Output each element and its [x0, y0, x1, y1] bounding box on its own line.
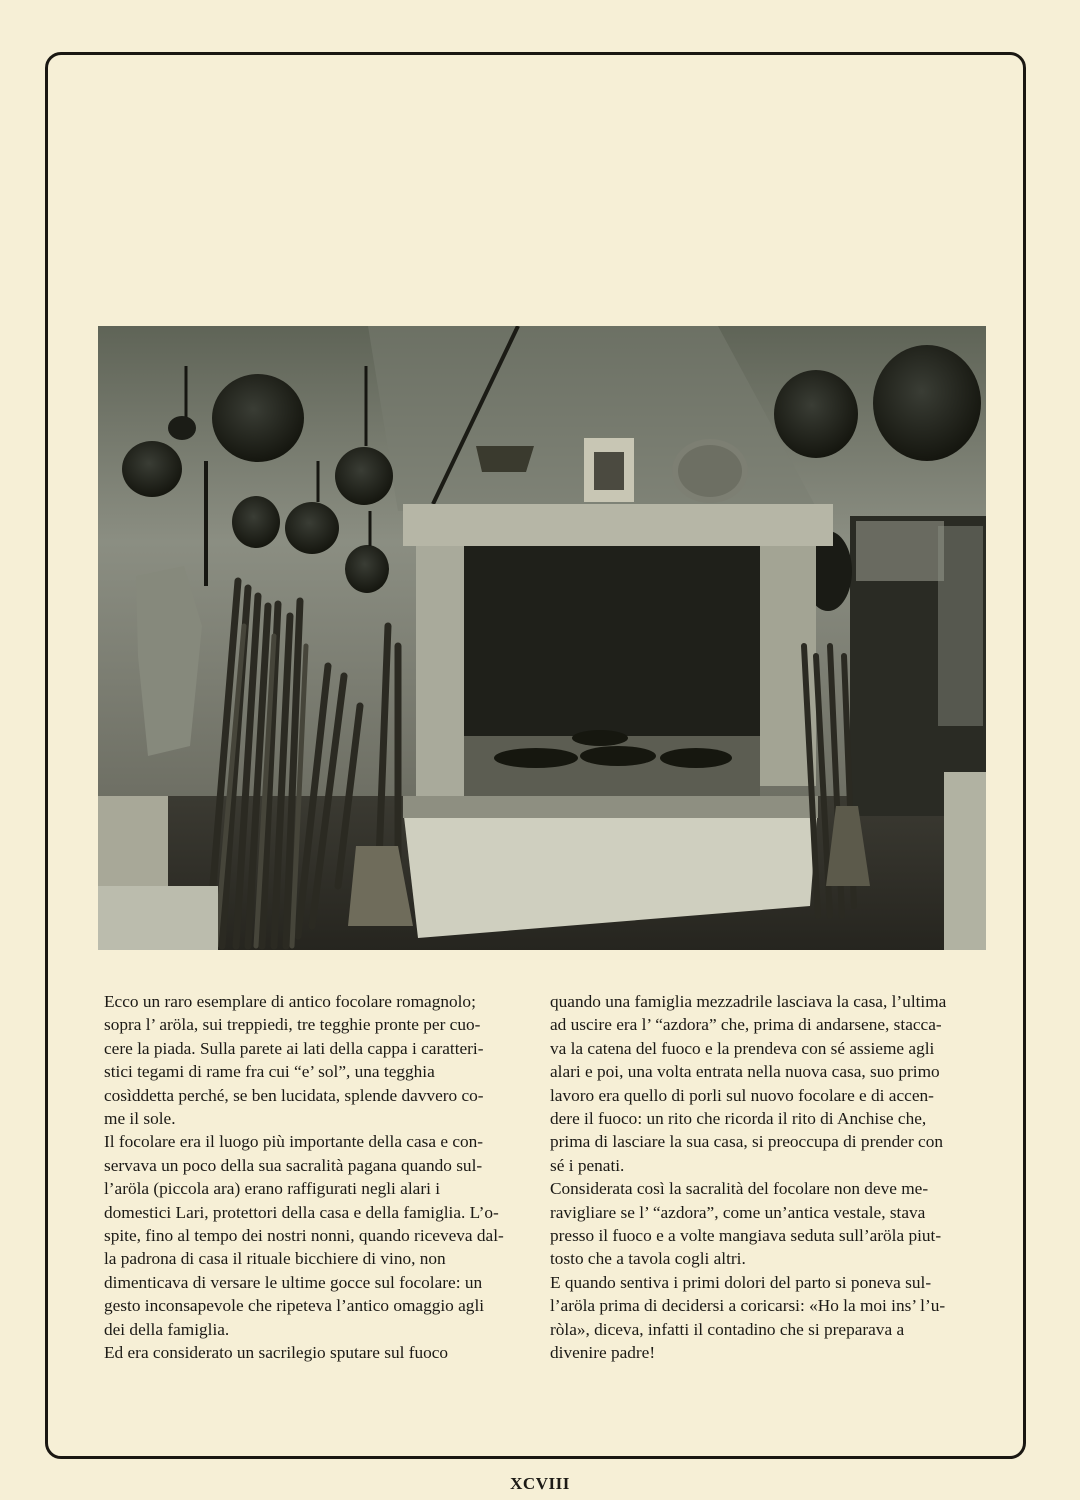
text-line: me il sole. [104, 1109, 176, 1129]
text-line: cere la piada. Sulla parete ai lati della cappa i caratteri- [104, 1038, 484, 1058]
hearth-photo-illustration [98, 326, 986, 950]
text-line: E quando sentiva i primi dolori del parto si poneva sul- [550, 1272, 932, 1292]
text-line: dei della famiglia. [104, 1319, 230, 1339]
text-column-left [104, 990, 529, 1365]
text-line: alari e poi, una volta entrata nella nuova casa, suo primo [550, 1062, 940, 1082]
text-line: l’aröla prima di decidersi a coricarsi: «Ho la moi ins’ l’u- [550, 1296, 946, 1316]
text-line: divenire padre! [550, 1343, 656, 1363]
paragraph [550, 990, 975, 1177]
text-column-right [550, 990, 975, 1365]
text-line: Ecco un raro esemplare di antico focolare romagnolo; [104, 992, 476, 1011]
paragraph [104, 990, 529, 1130]
text-line: servava un poco della sua sacralità pagana quando sul- [104, 1155, 483, 1175]
text-line: domestici Lari, protettori della casa e della famiglia. L’o- [104, 1202, 499, 1222]
text-line: lavoro era quello di porli sul nuovo focolare e di accen- [550, 1085, 934, 1105]
text-line: stici tegami di rame fra cui “e’ sol”, una tegghia [104, 1062, 435, 1082]
text-line: Il focolare era il luogo più importante della casa e con- [104, 1132, 484, 1152]
text-line: cosìddetta perché, se ben lucidata, splende davvero co- [104, 1085, 484, 1105]
text-line: ròla», diceva, infatti il contadino che si preparava a [550, 1319, 905, 1339]
text-line: dimenticava di versare le ultime gocce sul focolare: un [104, 1272, 483, 1292]
paragraph [104, 1341, 529, 1364]
hearth-photo [98, 326, 986, 950]
text-line: prima di lasciare la sua casa, si preoccupa di prender con [550, 1132, 943, 1152]
paragraph [550, 1271, 975, 1365]
text-line: la padrona di casa il rituale bicchiere di vino, non [104, 1249, 446, 1269]
text-line: tosto che a tavola cogli altri. [550, 1249, 746, 1269]
text-line: sé i penati. [550, 1155, 625, 1175]
text-line: gesto inconsapevole che ripeteva l’antico omaggio agli [104, 1296, 485, 1316]
text-line: Considerata così la sacralità del focolare non deve me- [550, 1179, 929, 1199]
text-line: dere il fuoco: un rito che ricorda il rito di Anchise che, [550, 1109, 927, 1129]
text-line: presso il fuoco e a volte mangiava seduta sull’aröla piut- [550, 1226, 942, 1246]
paragraph [104, 1130, 529, 1341]
text-line: quando una famiglia mezzadrile lasciava la casa, l’ultima [550, 992, 947, 1011]
text-line: ad uscire era l’ “azdora” che, prima di andarsene, stacca- [550, 1015, 942, 1035]
text-line: spite, fino al tempo dei nostri nonni, quando riceveva dal- [104, 1226, 504, 1246]
paragraph [550, 1177, 975, 1271]
text-line: sopra l’ aröla, sui treppiedi, tre tegghie pronte per cuo- [104, 1015, 481, 1035]
text-line: va la catena del fuoco e la prendeva con sé assieme agli [550, 1038, 935, 1058]
text-line: Ed era considerato un sacrilegio sputare sul fuoco [104, 1343, 449, 1363]
page-number: XCVIII [510, 1474, 570, 1493]
text-line: ravigliare se l’ “azdora”, come un’antica vestale, stava [550, 1202, 926, 1222]
text-line: l’aröla (piccola ara) erano raffigurati negli alari i [104, 1179, 440, 1199]
